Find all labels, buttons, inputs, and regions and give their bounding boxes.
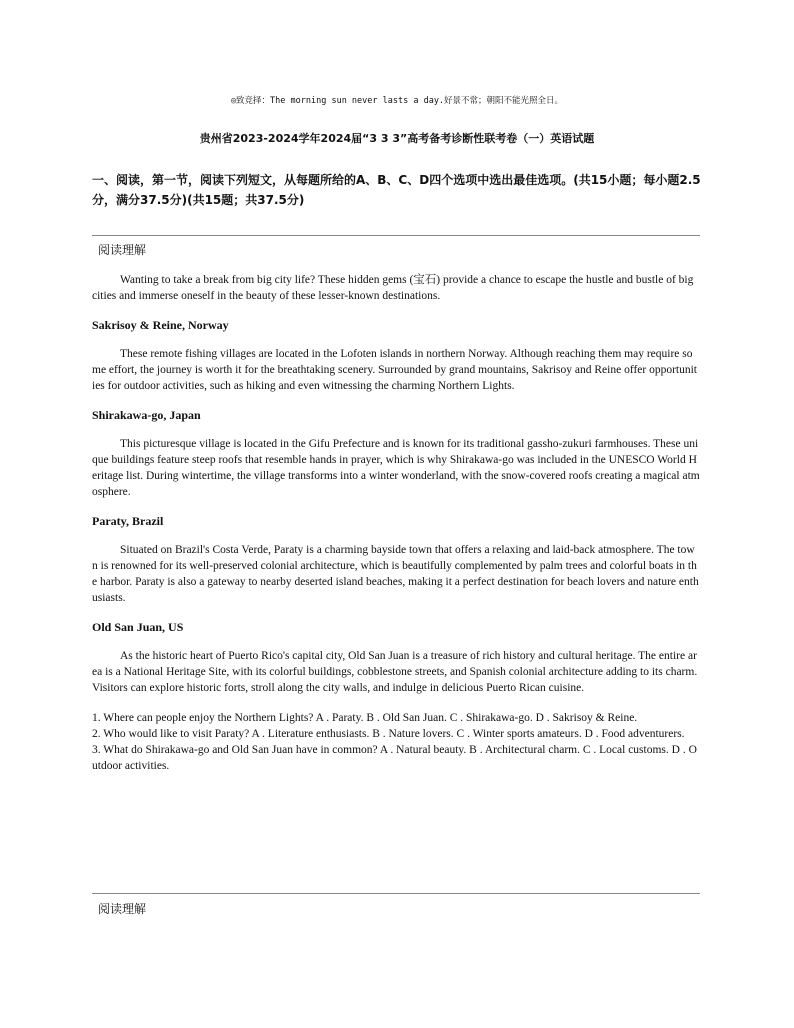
question-list xyxy=(92,710,700,774)
section-label: 阅读理解 xyxy=(98,243,147,257)
place-paragraph: As the historic heart of Puerto Rico's capital city, Old San Juan is a treasure of rich history and cultural heritage. The entire area is a National Heritage Site, with its colorful buildings, cobblestone streets, and Spanish colonial architecture adding to its charm. Visitors can explore historic forts, stroll along the city walls, and indulge in delicious Puerto Rican cuisine. xyxy=(92,650,698,694)
place-heading: Shirakawa-go, Japan xyxy=(92,408,201,422)
question-item: 1. Where can people enjoy the Northern Lights? A . Paraty. B . Old San Juan. C . Shirakawa-go. D . Sakrisoy & Reine. xyxy=(92,712,638,724)
divider-top xyxy=(92,235,700,236)
place-paragraph: This picturesque village is located in the Gifu Prefecture and is known for its traditional gassho-zukuri farmhouses. These unique buildings feature steep roofs that resemble hands in prayer, which is why Shirakawa-go was included in the UNESCO World Heritage list. During wintertime, the village transforms into a winter wonderland, with the snow-covered roofs creating a magical atmosphere. xyxy=(92,438,700,498)
section-instruction: 一、阅读，第一节，阅读下列短文，从每题所给的A、B、C、D四个选项中选出最佳选项。(共15小题；每小题2.5分，满分37.5分)(共15题；共37.5分) xyxy=(92,173,701,207)
question-item: 3. What do Shirakawa-go and Old San Juan have in common? A . Natural beauty. B . Architectural charm. C . Local customs. D . Outdoor activities. xyxy=(92,744,697,772)
page-motto: ◎致竞择：The morning sun never lasts a day.好景不常；朝阳不能光照全日。 xyxy=(230,96,564,106)
question-item: 2. Who would like to visit Paraty? A . Literature enthusiasts. B . Nature lovers. C . Winter sports amateurs. D . Food adventurers. xyxy=(92,728,685,740)
place-heading: Sakrisoy & Reine, Norway xyxy=(92,318,229,332)
intro-paragraph: Wanting to take a break from big city life? These hidden gems (宝石) provide a chance to escape the hustle and bustle of big cities and immerse oneself in the beauty of these lesser-known destinations. xyxy=(92,274,694,302)
place-paragraph: Situated on Brazil's Costa Verde, Paraty is a charming bayside town that offers a relaxing and laid-back atmosphere. The town is renowned for its well-preserved colonial architecture, which is beautifully complemented by palm trees and colorful boats in the harbor. Paraty is also a gateway to nearby deserted island beaches, making it a perfect destination for beach lovers and nature enthusiasts. xyxy=(92,544,699,604)
section-label-2: 阅读理解 xyxy=(98,902,147,916)
divider-bottom xyxy=(92,893,700,894)
reading-passage xyxy=(92,272,700,774)
place-heading: Old San Juan, US xyxy=(92,620,184,634)
place-paragraph: These remote fishing villages are located in the Lofoten islands in northern Norway. Although reaching them may require some effort, the journey is worth it for the breathtaking scenery. Surrounded by grand mountains, Sakrisoy and Reine offer opportunities for outdoor activities, such as hiking and even witnessing the charming Northern Lights. xyxy=(92,348,697,392)
place-heading: Paraty, Brazil xyxy=(92,514,164,528)
exam-title: 贵州省2023-2024学年2024届“3 3 3”高考备考诊断性联考卷（一）英语试题 xyxy=(199,132,595,145)
